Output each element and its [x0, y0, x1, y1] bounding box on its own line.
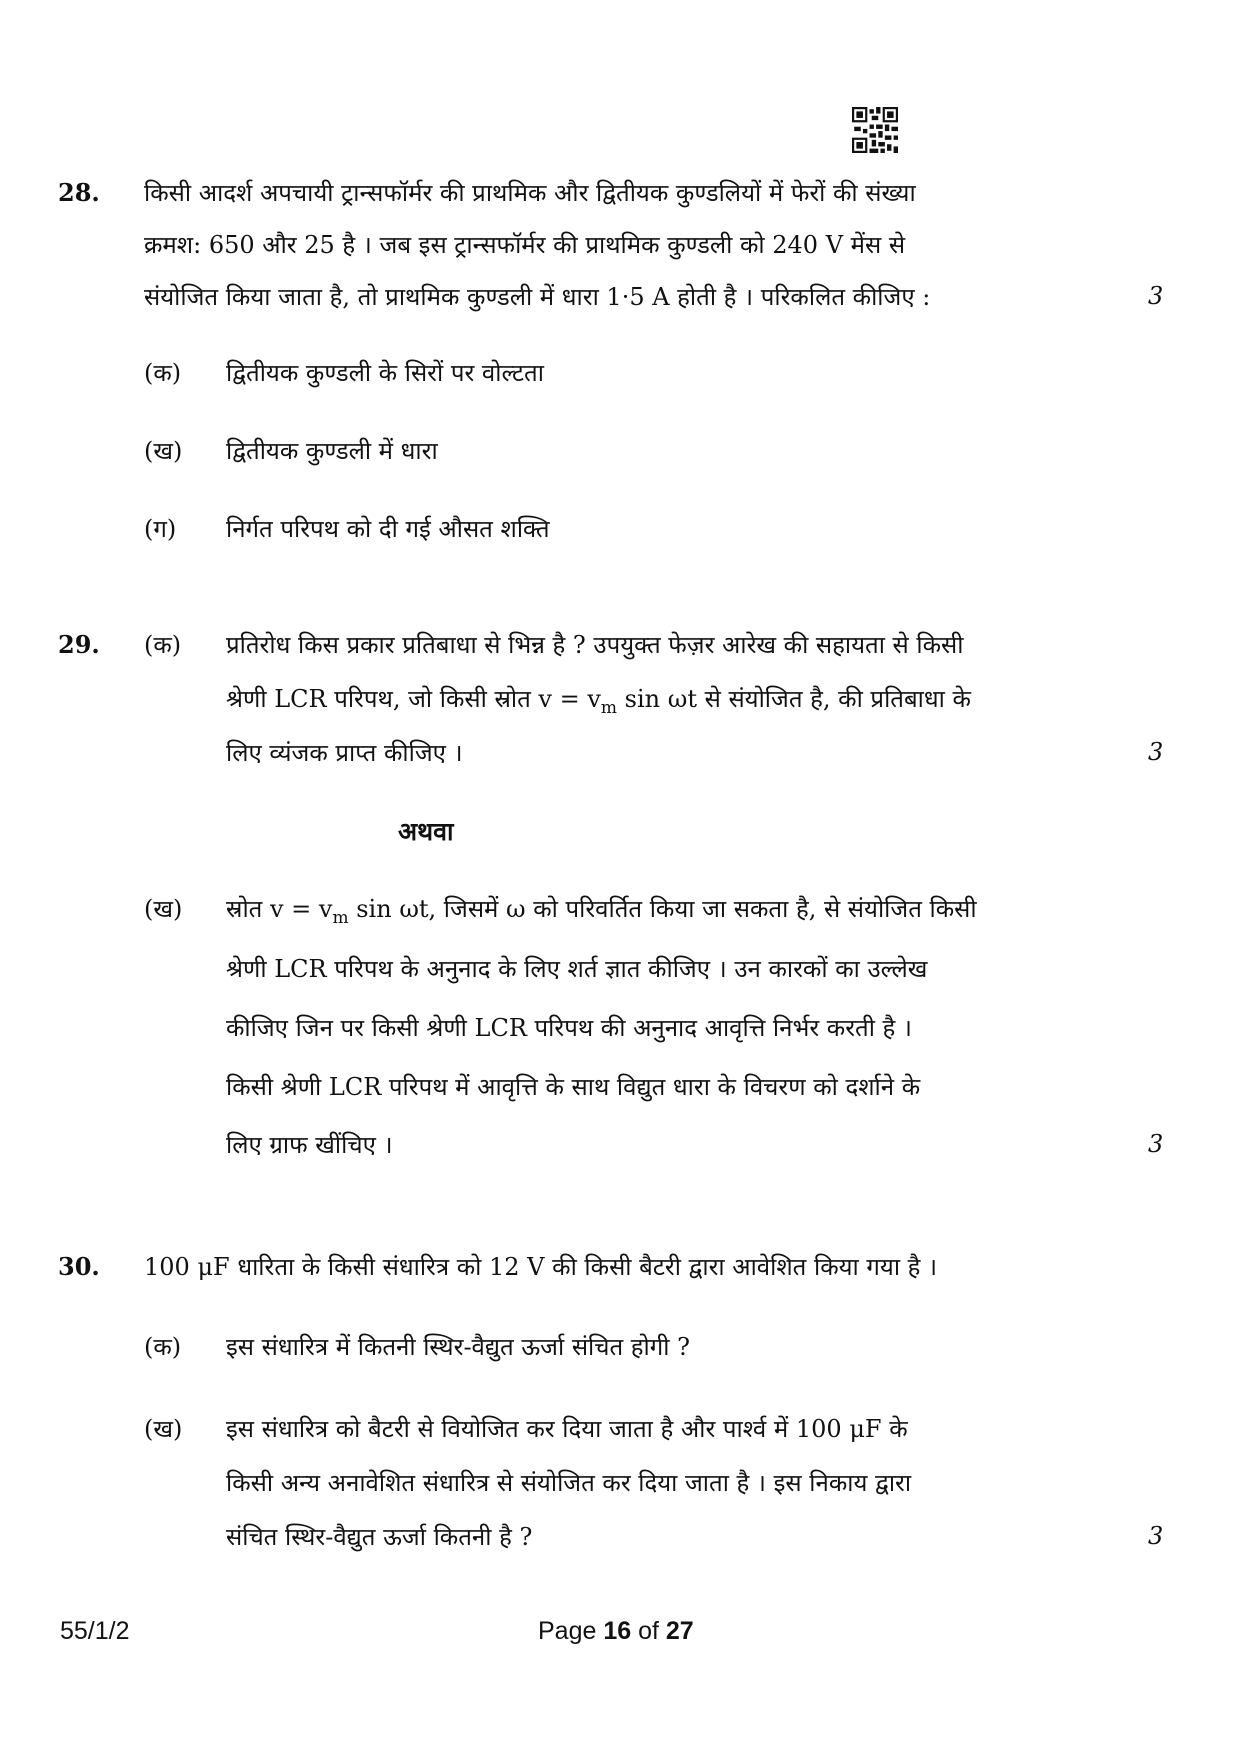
question-29-part-b-line-1: स्रोत $v = v_m$ sin ωt, जिसमें ω को परिवर्तित किया जा सकता है, से संयोजित किसी	[226, 895, 977, 928]
question-30-number: 30.	[58, 1252, 100, 1281]
question-28-part-b-label: (ख)	[144, 437, 183, 465]
question-29-part-a-line-3: लिए व्यंजक प्राप्त कीजिए ।	[226, 739, 463, 767]
paper-code: 55/1/2	[60, 1617, 130, 1645]
question-28-marks: 3	[1148, 282, 1164, 310]
question-29-part-a-line-2: श्रेणी LCR परिपथ, जो किसी स्रोत $v = v_m$ sin ωt से संयोजित है, की प्रतिबाधा के	[226, 685, 971, 718]
or-separator: अथवा	[398, 817, 454, 846]
question-29-part-b-marks: 3	[1148, 1130, 1164, 1158]
question-29-number: 29.	[58, 630, 100, 659]
question-29-part-a-label: (क)	[144, 631, 182, 659]
question-29-part-b-line-4: किसी श्रेणी LCR परिपथ में आवृत्ति के साथ विद्युत धारा के विचरण को दर्शाने के	[226, 1073, 921, 1101]
question-28-text-line-1: किसी आदर्श अपचायी ट्रान्सफॉर्मर की प्राथमिक और द्वितीयक कुण्डलियों में फेरों की संख्या	[144, 179, 916, 207]
page-number: Page 16 of 27	[538, 1617, 694, 1645]
question-28-part-c-text: निर्गत परिपथ को दी गई औसत शक्ति	[226, 515, 550, 543]
question-28-text-line-3: संयोजित किया जाता है, तो प्राथमिक कुण्डली में धारा 1·5 A होती है । परिकलित कीजिए :	[144, 283, 931, 311]
question-28-text-line-2: क्रमश: 650 और 25 है । जब इस ट्रान्सफॉर्मर की प्राथमिक कुण्डली को 240 V मेंस से	[144, 231, 906, 259]
question-30-intro: 100 μF धारिता के किसी संधारित्र को 12 V की किसी बैटरी द्वारा आवेशित किया गया है ।	[144, 1253, 938, 1281]
question-28-number: 28.	[58, 178, 100, 207]
question-29-part-a-marks: 3	[1148, 738, 1164, 766]
question-28-part-c-label: (ग)	[144, 515, 177, 543]
question-28-part-a-text: द्वितीयक कुण्डली के सिरों पर वोल्टता	[226, 359, 544, 387]
question-30-part-b-line-3: संचित स्थिर-वैद्युत ऊर्जा कितनी है ?	[226, 1523, 533, 1551]
question-29-part-b-label: (ख)	[144, 895, 183, 923]
question-29-part-b-line-3: कीजिए जिन पर किसी श्रेणी LCR परिपथ की अनुनाद आवृत्ति निर्भर करती है ।	[226, 1014, 913, 1042]
question-30-part-b-line-1: इस संधारित्र को बैटरी से वियोजित कर दिया जाता है और पार्श्व में 100 μF के	[226, 1415, 908, 1443]
question-28-part-a-label: (क)	[144, 359, 182, 387]
question-30-part-b-line-2: किसी अन्य अनावेशित संधारित्र से संयोजित कर दिया जाता है । इस निकाय द्वारा	[226, 1469, 912, 1497]
question-30-part-a-text: इस संधारित्र में कितनी स्थिर-वैद्युत ऊर्जा संचित होगी ?	[226, 1333, 690, 1361]
question-30-marks: 3	[1148, 1522, 1164, 1550]
question-29-part-b-line-5: लिए ग्राफ खींचिए ।	[226, 1131, 393, 1159]
question-30-part-a-label: (क)	[144, 1333, 182, 1361]
question-28-part-b-text: द्वितीयक कुण्डली में धारा	[226, 437, 438, 465]
qr-code-icon	[852, 107, 898, 153]
question-29-part-b-line-2: श्रेणी LCR परिपथ के अनुनाद के लिए शर्त ज्ञात कीजिए । उन कारकों का उल्लेख	[226, 955, 928, 983]
question-29-part-a-line-1: प्रतिरोध किस प्रकार प्रतिबाधा से भिन्न है ? उपयुक्त फेज़र आरेख की सहायता से किसी	[226, 631, 964, 659]
question-30-part-b-label: (ख)	[144, 1415, 183, 1443]
